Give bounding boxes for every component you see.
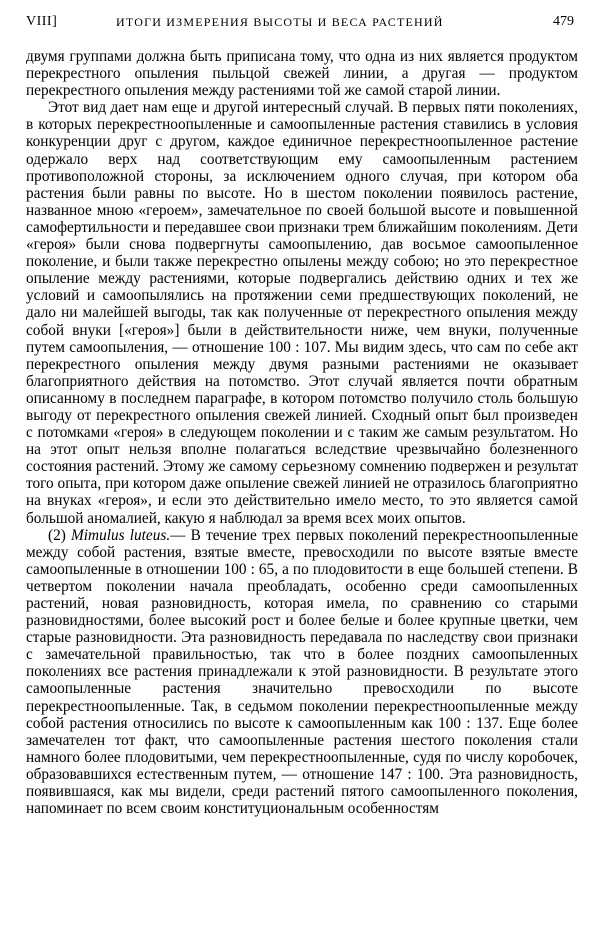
item-number: (2) <box>48 526 66 544</box>
species-name: Mimulus luteus. <box>71 526 171 544</box>
paragraph-mimulus-text: — В течение трех первых поколений перекрестноопыленные между собой растения, взятые вместе, превосходили по высоте взятые вместе самоопыленные в отношении 100 : 65, а по плодовитости в еще большей степени. В четвертом поколении начала преобладать, особенно среди самоопыленных растений, новая разновидность, которая имела, по сравнению со старыми разновидностями, более высокий рост и более белые и более крупные цветки, чем старые разновидности. Эта разновидность передавала по наследству свои признаки с замечательной правильностью, так что в более поздних самоопыленных поколениях все растения принадлежали к этой разновидности. В результате этого самоопыленные растения значительно превосходили по высоте перекрестноопыленные. Так, в седьмом поколении перекрестноопыленные между собой растения относились по высоте к самоопыленным как 100 : 137. Еще более замечателен тот факт, что самоопыленные растения шестого поколения стали намного более плодовитыми, чем перекрестноопыленные, судя по числу коробочек, образовавшихся естественным путем, — отношение 147 : 100. Эта разновидность, появившаяся, как мы видели, среди растений пятого самоопыленного поколения, напоминает по всем своим конституциональным особенностям <box>26 526 578 818</box>
paragraph-mimulus <box>26 527 578 818</box>
running-header <box>26 14 574 34</box>
running-title: ИТОГИ ИЗМЕРЕНИЯ ВЫСОТЫ И ВЕСА РАСТЕНИЙ <box>116 15 444 29</box>
paragraph-hero-plant: Этот вид дает нам еще и другой интересный случай. В первых пяти поколениях, в которых перекрестноопыленные и самоопыленные растения ставились в условия конкуренции друг с другом, каждое единичное перекрестноопыленное растение одержало верх над соответствующим ему самоопыленным растением противоположной стороны, за исключением одного случая, при котором оба растения были равны по высоте. Но в шестом поколении появилось растение, названное мною «героем», замечательное по своей большой высоте и повышенной самофертильности и передавшее свои признаки трем ближайшим поколениям. Дети «героя» были снова подвергнуты самоопылению, дав восьмое самоопыленное поколение, и были также перекрестно опылены между собою; но это перекрестное опыление между растениями, которые подвергались действию одних и тех же условий и самоопылялись на протяжении семи предшествующих поколений, не дало ни малейшей выгоды, так как полученные от перекрестного опыления между собой внуки [«героя»] были в действительности ниже, чем внуки, полученные путем самоопыления, — отношение 100 : 107. Мы видим здесь, что сам по себе акт перекрестного опыления между двумя разными растениями не оказывает благоприятного действия на потомство. Этот случай является почти обратным описанному в последнем параграфе, в котором потомство получило столь большую выгоду от перекрестного опыления свежей линией. Сходный опыт был произведен с потомками «героя» в следующем поколении и с таким же самым результатом. Но на этот опыт нельзя вполне полагаться вследствие чрезвычайно болезненного состояния растений. Этому же самому серьезному сомнению подвержен и результат того опыта, при котором даже опыление свежей линией не отразилось благоприятно на внуках «героя», и если это действительно имело место, то это является самой большой аномалией, какую я наблюдал за время всех моих опытов. <box>26 99 578 527</box>
paragraph-continuation: двумя группами должна быть приписана тому, что одна из них является продуктом перекрестного опыления пыльцой свежей линии, а другая — продуктом перекрестного опыления между растениями той же самой старой линии. <box>26 48 578 100</box>
page-body <box>26 48 578 945</box>
chapter-number: VIII] <box>26 14 58 29</box>
page-number: 479 <box>553 14 574 29</box>
